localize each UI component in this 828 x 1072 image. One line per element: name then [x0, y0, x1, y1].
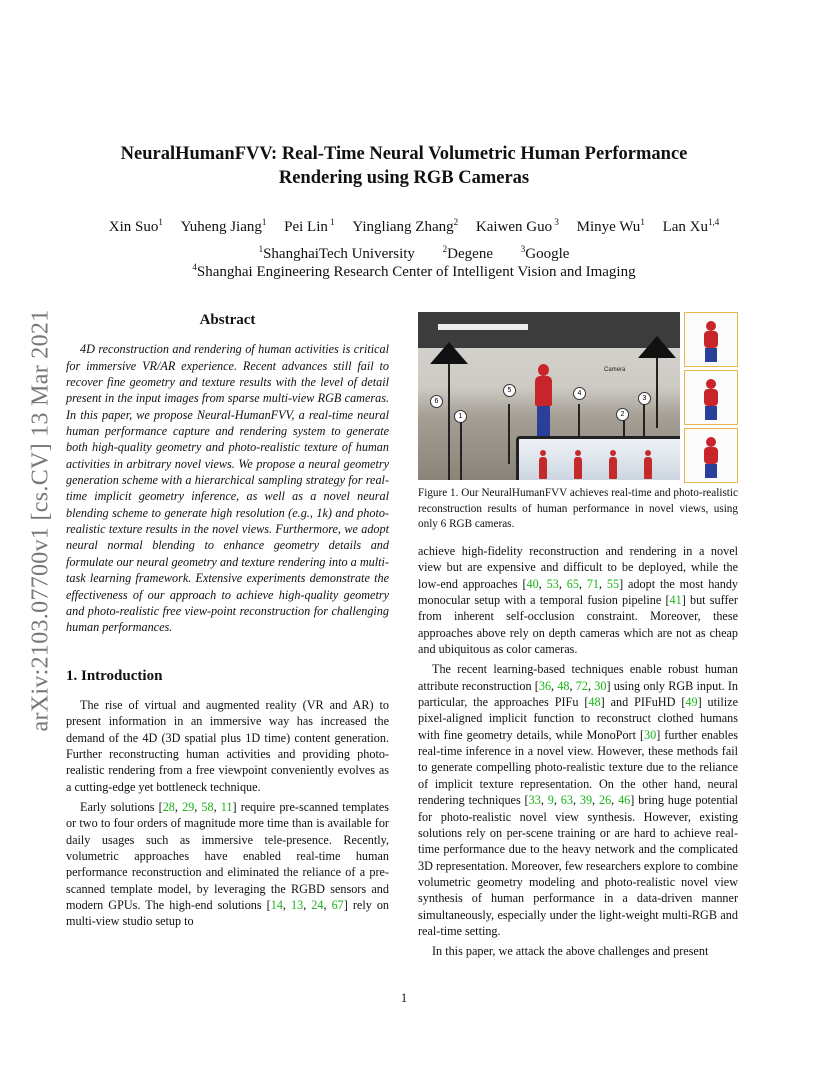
- author: Lan Xu$^{1,4}$: [662, 217, 720, 235]
- camera-tag: 1: [454, 410, 467, 423]
- right-paragraph-2: The recent learning-based techniques enable robust human attribute reconstruction [36, 48, 72, 30] using only RGB input. In particular, the approaches PIFu [48] and PIFuHD [49] utilize pixel-aligned implicit function to reconstruct clothed humans with fine geometry details, while MonoPort [30] further enables real-time inference in a novel view. However, these methods fail to generate compelling photo-realistic texture due to the reliance of implicit texture representation. On the other hand, neural rendering techniques [33, 9, 63, 39, 26, 46] bring huge potential for photo-realistic novel view synthesis. However, existing solutions rely on per-scene training or are hard to achieve real-time performance due to the heavy network and the complicated 3D representation. Moreover, few researchers explore to combine volumetric geometry modeling and photo-realistic novel view synthesis of human performance in a data-driven manner simultaneously, especially under the light-weight multi-RGB and real-time setting.: [418, 662, 739, 938]
- author-list: [60, 218, 768, 236]
- citation-link[interactable]: 33: [528, 793, 541, 808]
- left-column: [66, 312, 389, 930]
- camera-tag: 2: [616, 408, 629, 421]
- citation-link[interactable]: 67: [331, 898, 344, 912]
- camera-tag: 5: [503, 384, 516, 397]
- camera-tag: 3: [638, 392, 651, 405]
- camera-tripod: [460, 422, 462, 480]
- citation-link[interactable]: 13: [291, 898, 304, 912]
- right-column: [418, 543, 738, 960]
- citation-link[interactable]: 9: [547, 793, 554, 808]
- figure-caption: Figure 1. Our NeuralHumanFVV achieves real-time and photo-realistic reconstruction results of human performance in novel views, using only 6 RGB cameras.: [418, 487, 738, 530]
- camera-tag: 6: [430, 395, 443, 408]
- citation-link[interactable]: 11: [220, 799, 233, 814]
- studio-ceiling: [418, 312, 680, 348]
- citation-link[interactable]: 14: [270, 898, 283, 912]
- intro-paragraph-1: The rise of virtual and augmented reality (VR and AR) to present information in an immersive way has increased the demand of the 4D (3D spatial plus 1D time) content generation. Further reconstructing human activities and providing photo-realistic rendering from a free viewpoint conveniently evolves as a cutting-edge yet bottleneck technique.: [66, 697, 389, 794]
- abstract-body: [66, 341, 389, 635]
- monitor-display: [516, 436, 680, 480]
- citation-link[interactable]: 36: [538, 678, 552, 693]
- author: Minye Wu$^1$: [576, 217, 645, 235]
- affiliation: $^2$Degene: [442, 244, 493, 262]
- citation-link[interactable]: 48: [557, 678, 570, 693]
- citation-link[interactable]: 53: [546, 576, 559, 591]
- arxiv-identifier-text: arXiv:2103.07700v1 [cs.CV] 13 Mar 2021: [27, 308, 54, 732]
- citation-link[interactable]: 65: [566, 576, 579, 591]
- novel-view-results: [684, 312, 738, 486]
- citation-link[interactable]: 72: [575, 678, 588, 693]
- citation-link[interactable]: 40: [526, 576, 539, 591]
- affiliation-line-2: $^4$Shanghai Engineering Research Center of Intelligent Vision and Imaging: [192, 262, 636, 280]
- teaser-figure: [418, 312, 738, 480]
- arxiv-identifier: [22, 285, 60, 755]
- citation-link[interactable]: 63: [560, 793, 573, 808]
- render-thumbnail: [684, 428, 738, 483]
- citation-link[interactable]: 46: [618, 793, 631, 808]
- citation-link[interactable]: 55: [606, 576, 620, 591]
- affiliation: $^1$ShanghaiTech University: [258, 244, 415, 262]
- affiliation-line-1: [60, 245, 768, 263]
- abstract-paragraph: 4D reconstruction and rendering of human activities is critical for immersive VR/AR experience. Recent advances still fail to recover fine geometry and texture results with the level of detail present in the input images from sparse multi-view RGB cameras. In this paper, we propose Neural-HumanFVV, a real-time neural human performance capture and rendering system to generate both high-quality geometry and photo-realistic texture of human activities in arbitrary novel views. We propose a neural geometry generation scheme with a hierarchical sampling strategy for real-time implicit geometry inference, as well as a novel neural blending scheme to generate high resolution (e.g., 1k) and photo-realistic texture results in the novel views. Furthermore, we adopt neural normal blending to enhance geometry details and formulate our neural geometry and texture rendering into a multi-task learning framework. Extensive experiments demonstrate the effectiveness of our approach to achieve high-quality geometry and photo-realistic free view-point reconstruction for challenging human performances.: [66, 342, 389, 635]
- author: Yuheng Jiang$^1$: [180, 217, 267, 235]
- citation-link[interactable]: 58: [201, 799, 214, 814]
- citation-link[interactable]: 30: [644, 727, 657, 742]
- citation-link[interactable]: 49: [685, 695, 698, 710]
- citation-link[interactable]: 24: [311, 898, 324, 912]
- citation-link[interactable]: 71: [586, 576, 599, 591]
- light-stand: [448, 364, 450, 480]
- author: Yingliang Zhang$^2$: [352, 217, 459, 235]
- introduction-heading: 1. Introduction: [66, 667, 163, 684]
- right-paragraph-1: achieve high-fidelity reconstruction and rendering in a novel view but are expensive and difficult to be deployed, while the low-end approaches [40, 53, 65, 71, 55] adopt the most handy monocular setup with a temporal fusion pipeline [41] but suffer from inherent self-occlusion constraint. Moreover, these approaches above rely on depth cameras which are not as cheap and ubiquitous as color cameras.: [418, 544, 739, 657]
- camera-label: Camera: [604, 367, 626, 373]
- intro-paragraph-2: Early solutions [28, 29, 58, 11] require pre-scanned templates or two to four orders of magnitude more time than is available for daily usages such as immersive tele-presence. Recently, volumetric approaches have enabled real-time human performance reconstruction and eliminated the reliance of a pre-scanned template model, by leveraging the RGBD sensors and modern GPUs. The high-end solutions [14, 13, 24, 67] rely on multi-view studio setup to: [66, 799, 390, 929]
- citation-link[interactable]: 39: [579, 793, 593, 808]
- citation-link[interactable]: 29: [182, 799, 195, 814]
- citation-link[interactable]: 48: [588, 695, 601, 710]
- abstract-heading: Abstract: [199, 312, 256, 328]
- page-number: 1: [400, 991, 408, 1005]
- author: Pei Lin $^1$: [284, 217, 335, 235]
- citation-link[interactable]: 26: [598, 793, 612, 808]
- performer-figure: [534, 364, 552, 436]
- camera-tripod: [508, 404, 510, 464]
- citation-link[interactable]: 30: [594, 678, 607, 693]
- render-thumbnail: [684, 312, 738, 367]
- author: Xin Suo$^1$: [108, 217, 163, 235]
- affiliation: $^3$Google: [520, 244, 570, 262]
- citation-link[interactable]: 28: [162, 799, 175, 814]
- render-thumbnail: [684, 370, 738, 425]
- author: Kaiwen Guo $^3$: [475, 217, 559, 235]
- citation-link[interactable]: 41: [669, 593, 682, 608]
- right-paragraph-3: In this paper, we attack the above challenges and present: [432, 944, 709, 959]
- paper-title: NeuralHumanFVV: Real-Time Neural Volumetric Human Performance Rendering using RGB Cameras: [120, 144, 688, 188]
- capture-setup-photo: [418, 312, 680, 480]
- introduction-body: [66, 697, 389, 930]
- camera-tag: 4: [573, 387, 586, 400]
- light-stand: [656, 358, 658, 428]
